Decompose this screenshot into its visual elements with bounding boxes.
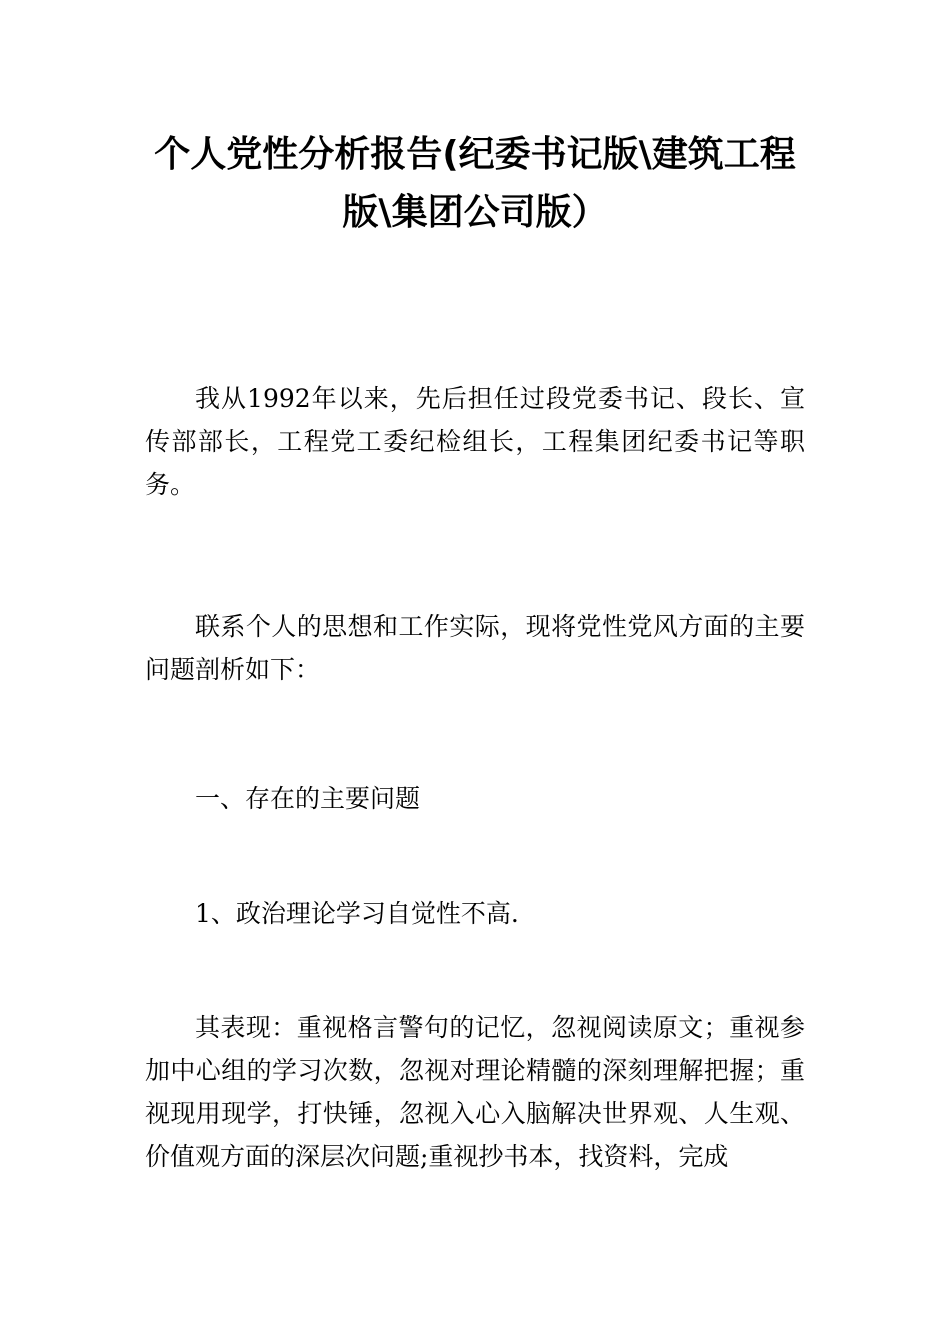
paragraph-background: 我从1992年以来，先后担任过段党委书记、段长、宣传部部长，工程党工委纪检组长，工程集团纪委书记等职务。 — [145, 384, 805, 499]
subsection-heading-theory-study: 1、政治理论学习自觉性不高. — [195, 899, 519, 928]
paragraph-manifestation: 其表现：重视格言警句的记忆，忽视阅读原文；重视参加中心组的学习次数，忽视对理论精髓的深刻理解把握；重视现用现学，打快锤，忽视入心入脑解决世界观、人生观、价值观方面的深层次问题;重视抄书本，找资料，完成 — [145, 1013, 805, 1171]
document-title: 个人党性分析报告(纪委书记版\建筑工程版\集团公司版） — [154, 134, 796, 233]
section-heading-main-problems: 一、存在的主要问题 — [195, 784, 421, 813]
paragraph-intro: 联系个人的思想和工作实际，现将党性党风方面的主要问题剖析如下： — [145, 612, 805, 684]
